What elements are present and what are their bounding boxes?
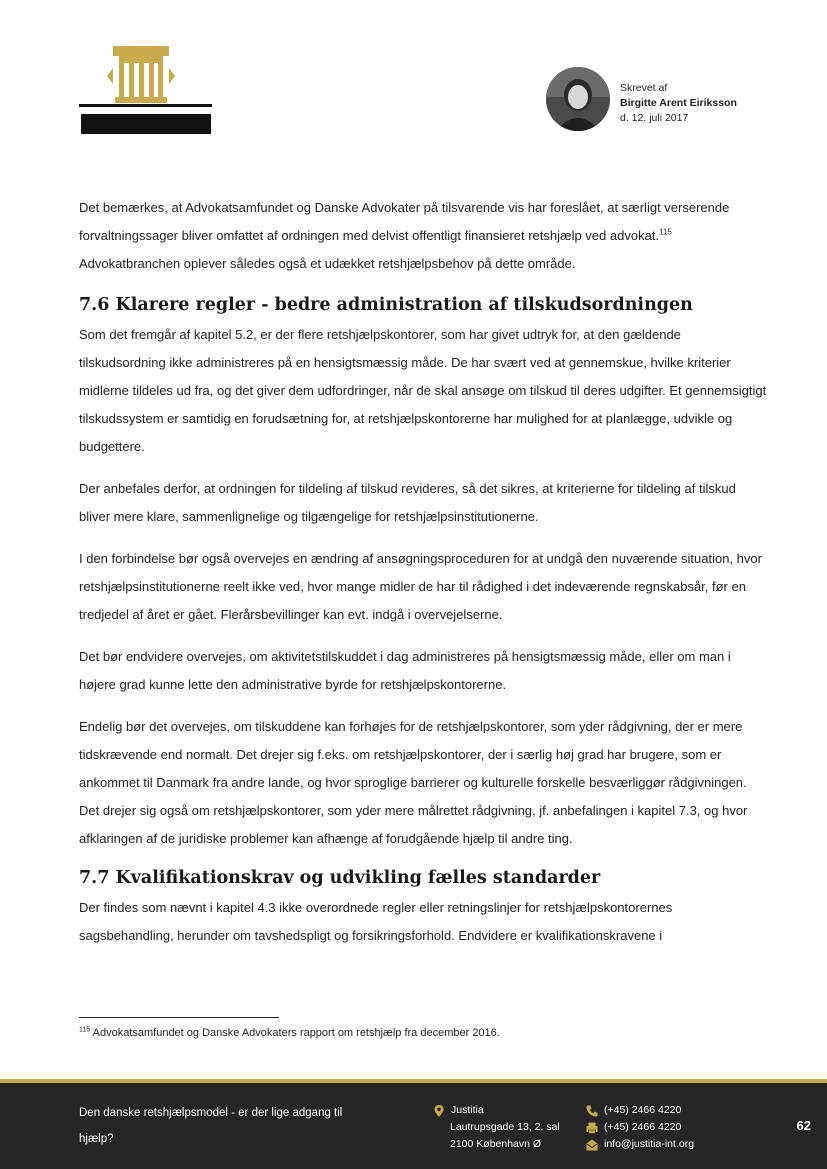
intro-paragraph: Det bemærkes, at Advokatsamfundet og Danske Advokater på tilsvarende vis har foreslået, at særligt verserende forvaltningssager bliver omfattet af ordningen med delvist offentligt finansieret retshjælp ved advokat.$^{115}$ Advokatbranchen oplever således også et udækket retshjælpsbehov på dette område. — [79, 200, 730, 271]
section-7-6-paragraph-2: Der anbefales derfor, at ordningen for tildeling af tilskud revideres, så det sikres, at kriterierne for tildeling af tilskud bliver mere klare, sammenlignelige og tilgængelige for retshjælpsinstitutionerne. — [79, 481, 736, 524]
footer-contact — [585, 1102, 694, 1153]
fax-icon — [585, 1121, 599, 1135]
footer-city: 2100 København Ø — [450, 1138, 542, 1150]
footer-phone-1[interactable]: (+45) 2466 4220 — [604, 1104, 682, 1116]
section-7-6-paragraph-1: Som det fremgår af kapitel 5.2, er der flere retshjælpskontorer, som har givet udtryk for, at den gældende tilskudsordning ikke administreres på en hensigtsmæssig måde. De har svært ved at gennemskue, hvilke kriterier midlerne tildeles ud fra, og det giver dem udfordringer, når de skal ansøge om tilskud til deres udgifter. Et gennemsigtigt tilskudssystem er samtidig en forudsætning for, at retshjælpskontorerne har mulighed for at planlægge, udvikle og budgettere. — [79, 327, 767, 454]
footer-email[interactable]: info@justitia-int.org — [604, 1138, 695, 1150]
author-avatar — [546, 67, 610, 131]
section-7-7-paragraph: Der findes som nævnt i kapitel 4.3 ikke overordnede regler eller retningslinjer for retshjælpskontorernes sagsbehandling, herunder om tavshedspligt og forsikringsforhold. Endvidere er kvalifikationskravene i — [79, 900, 673, 943]
footnote-text: Advokatsamfundet og Danske Advokaters rapport om retshjælp fra december 2016. — [90, 1027, 500, 1039]
author-name: Birgitte Arent Eiriksson — [620, 97, 737, 109]
footer-street: Lautrupsgade 13, 2. sal — [450, 1121, 560, 1133]
main-content — [79, 194, 769, 950]
footer-document-title: Den danske retshjælpsmodel - er der lige adgang til hjælp? — [79, 1107, 343, 1145]
section-7-6-paragraph-3: I den forbindelse bør også overvejes en ændring af ansøgningsproceduren for at undgå den nuværende situation, hvor retshjælpsinstitutionerne reelt ikke ved, hvor mange midler de har til rådighed i det indeværende regnskabsår, før en tredjedel af året er gået. Flerårsbevillinger kan evt. indgå i overvejelserne. — [79, 551, 762, 622]
phone-icon — [585, 1104, 599, 1118]
footer-phone-2[interactable]: (+45) 2466 4220 — [604, 1121, 682, 1133]
section-7-6-paragraph-4: Det bør endvidere overvejes, om aktivitetstilskuddet i dag administreres på hensigtsmæssig måde, eller om man i højere grad kunne lette den administrative byrde for retshjælpskontorerne. — [79, 649, 731, 692]
footnote-ref[interactable]: 115 — [659, 227, 672, 237]
location-pin-icon — [432, 1104, 446, 1118]
page-footer — [0, 1083, 827, 1169]
footnote-divider — [79, 1017, 279, 1018]
author-date: d. 12. juli 2017 — [620, 112, 689, 124]
footnote — [79, 1025, 500, 1041]
section-7-7-heading: 7.7 Kvalifikationskrav og udvikling fælles standarder — [79, 868, 601, 888]
email-icon — [585, 1138, 599, 1152]
section-7-6-heading: 7.6 Klarere regler - bedre administration af tilskudsordningen — [79, 295, 693, 315]
section-7-6-paragraph-5: Endelig bør det overvejes, om tilskuddene kan forhøjes for de retshjælpskontorer, som yder rådgivning, der er mere tidskrævende end normalt. Det drejer sig f.eks. om retshjælpskontorer, der i særlig høj grad har brugere, som er ankommet til Danmark fra andre lande, og hvor sproglige barrierer og kulturelle forskelle besværliggør rådgivningen. Det drejer sig også om retshjælpskontorer, som yder mere målrettet rådgivning, jf. anbefalingen i kapitel 7.3, og hvor afklaringen af de juridiske problemer kan afhænge af forudgående hjælp til andre ting. — [79, 719, 748, 846]
justitia-logo — [79, 44, 212, 136]
footer-address — [432, 1102, 560, 1153]
written-by-label: Skrevet af — [620, 82, 668, 94]
footnote-number: 115 — [79, 1026, 91, 1034]
footer-org: Justitia — [451, 1104, 484, 1116]
page-number: 62 — [796, 1118, 811, 1133]
